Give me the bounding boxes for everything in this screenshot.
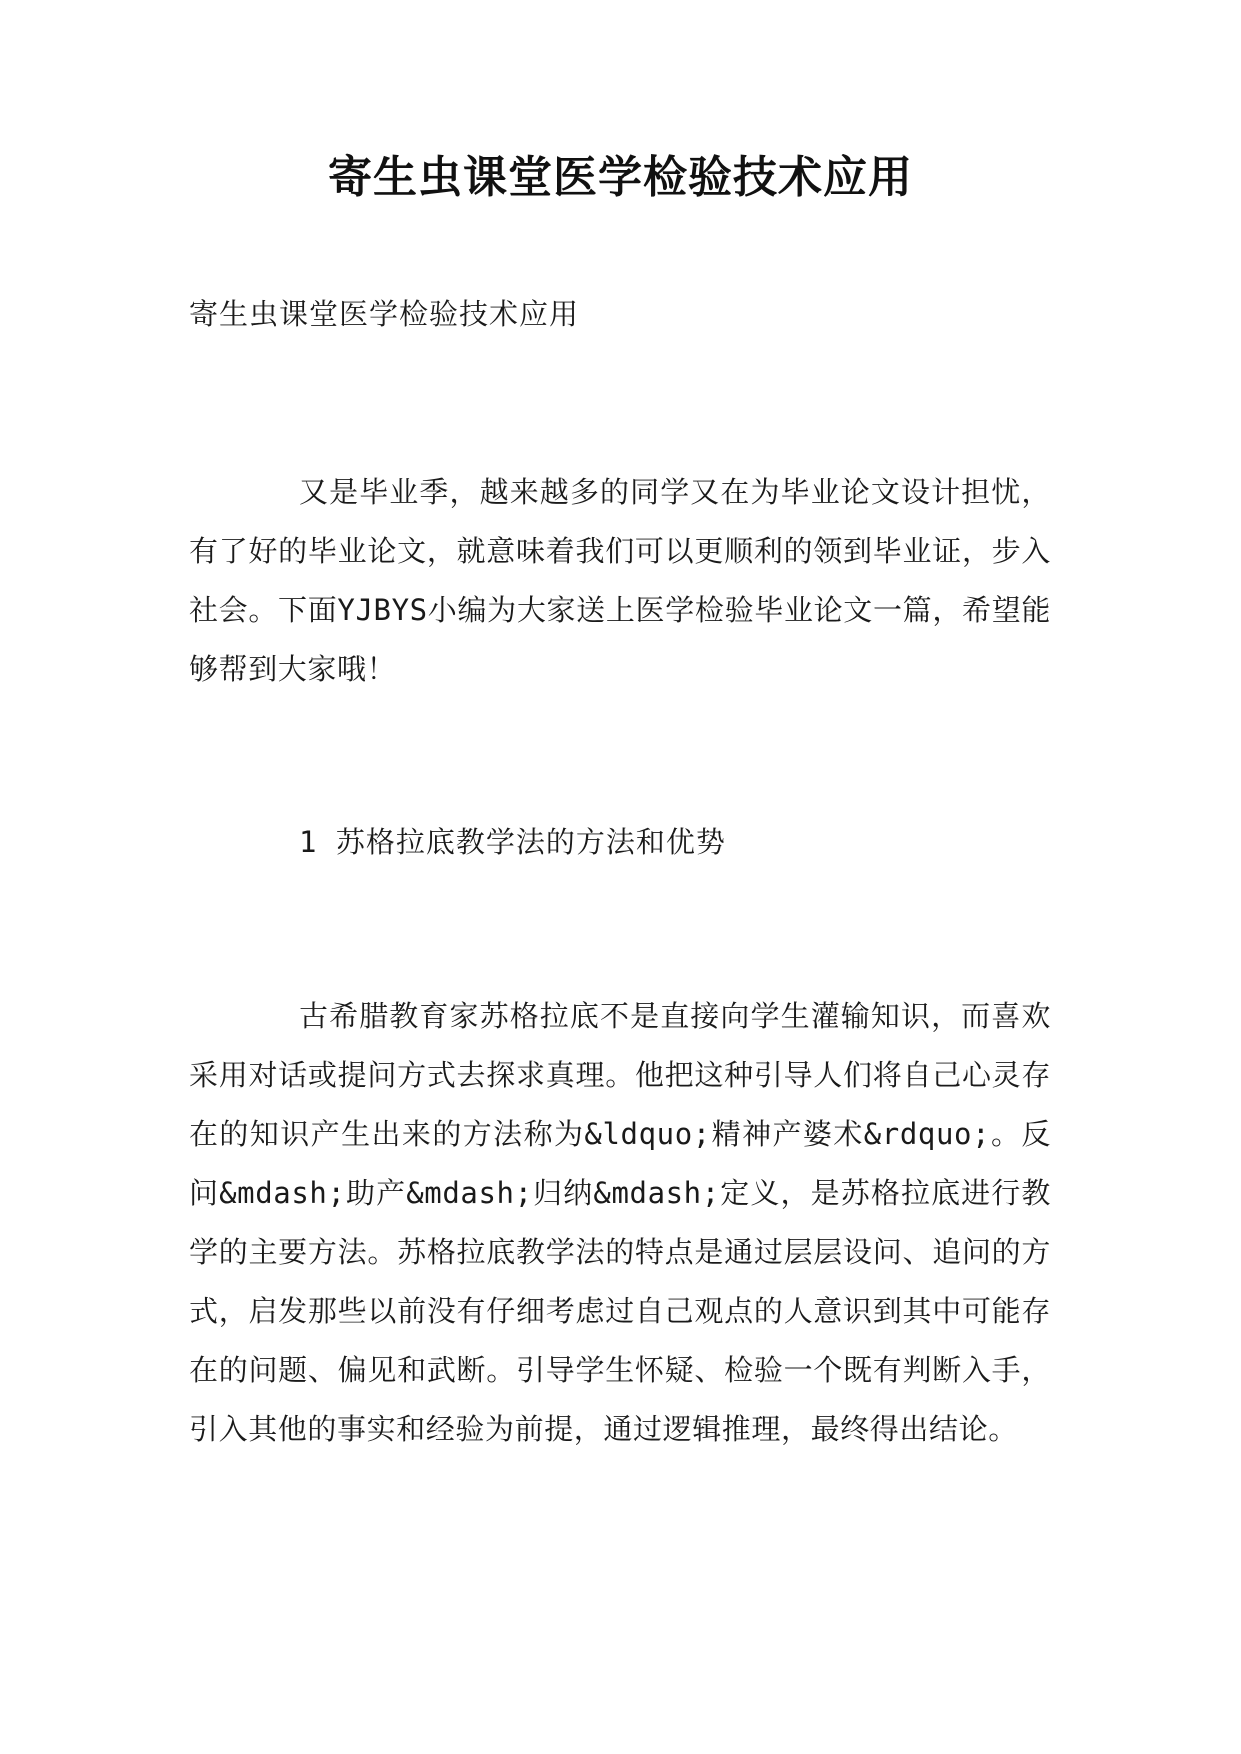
intro-paragraph: 又是毕业季，越来越多的同学又在为毕业论文设计担忧，有了好的毕业论文，就意味着我们可以更顺利的领到毕业证，步入社会。下面YJBYS小编为大家送上医学检验毕业论文一篇，希望能够帮到大家哦！	[189, 475, 1051, 686]
document-title: 寄生虫课堂医学检验技术应用	[328, 152, 913, 203]
section-heading: 1 苏格拉底教学法的方法和优势	[299, 825, 726, 859]
body-paragraph: 古希腊教育家苏格拉底不是直接向学生灌输知识，而喜欢采用对话或提问方式去探求真理。他把这种引导人们将自己心灵存在的知识产生出来的方法称为&ldquo;精神产婆术&rdquo;。反问&mdash;助产&mdash;归纳&mdash;定义，是苏格拉底进行教学的主要方法。苏格拉底教学法的特点是通过层层设问、追问的方式，启发那些以前没有仔细考虑过自己观点的人意识到其中可能存在的问题、偏见和武断。引导学生怀疑、检验一个既有判断入手，引入其他的事实和经验为前提，通过逻辑推理，最终得出结论。	[189, 999, 1051, 1446]
document-subtitle: 寄生虫课堂医学检验技术应用	[189, 297, 580, 331]
